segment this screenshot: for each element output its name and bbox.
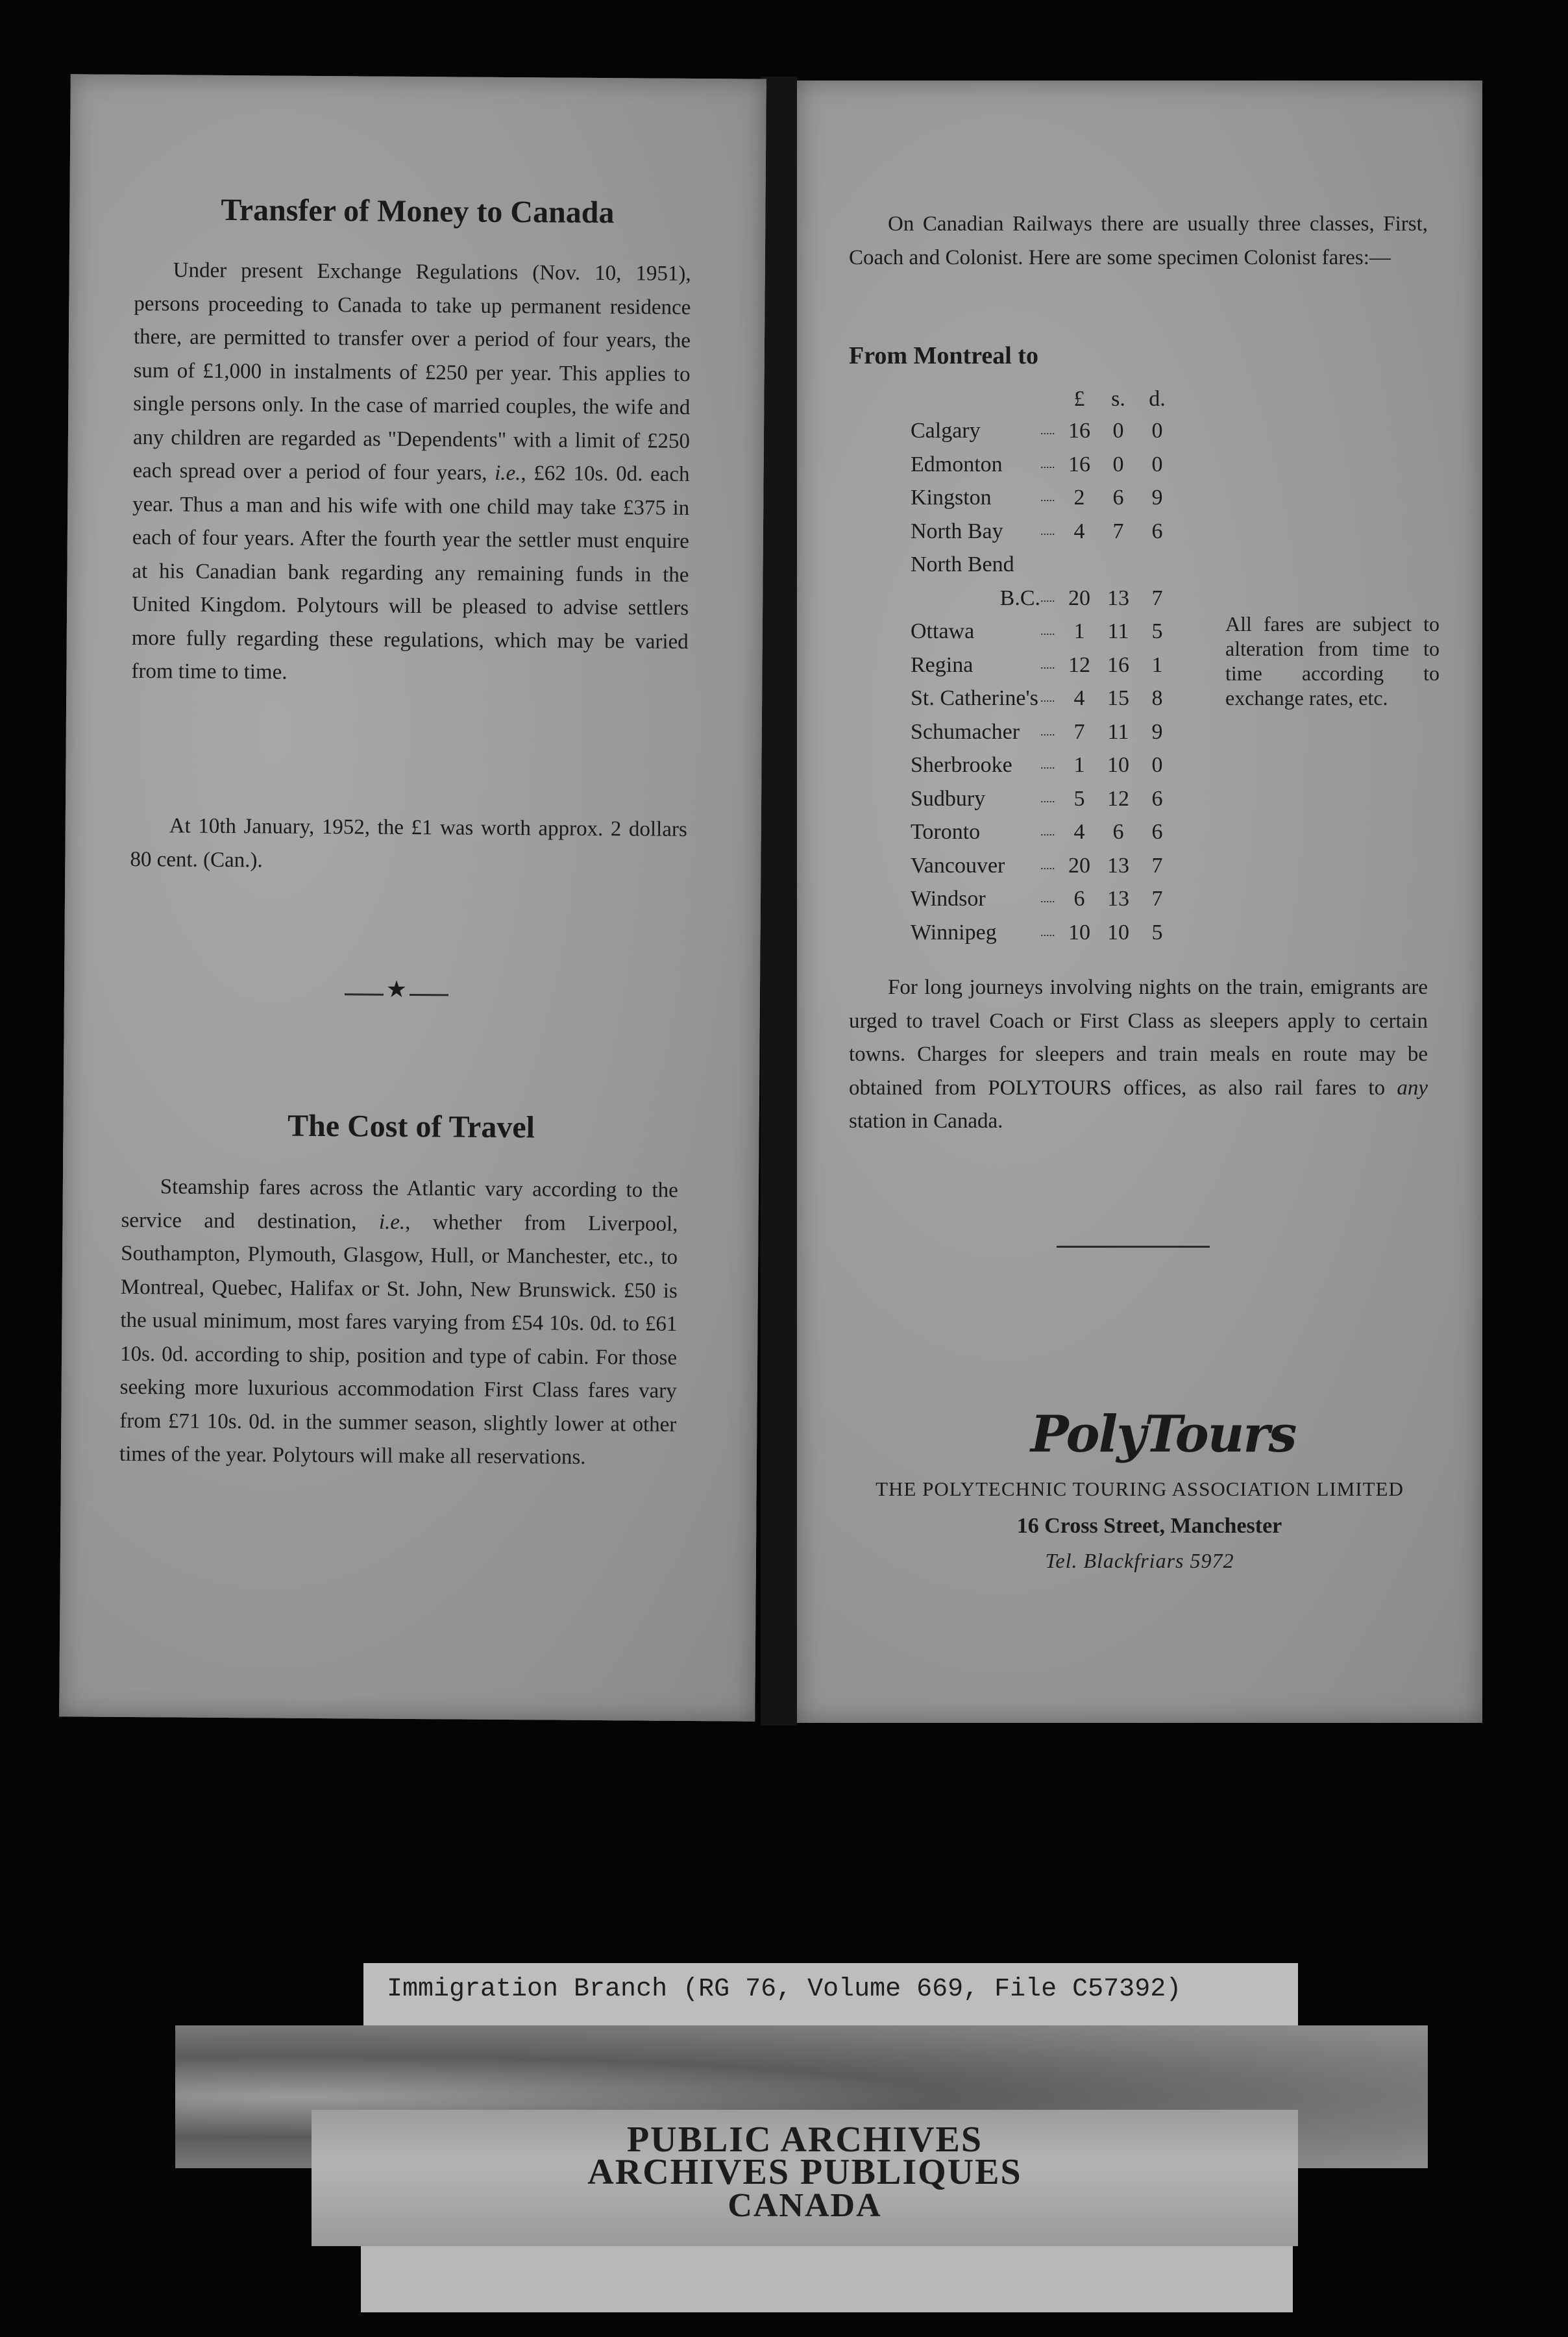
fare-pence: 0 (1151, 753, 1163, 777)
fare-pence: 7 (1151, 853, 1163, 878)
fare-row (911, 615, 1177, 649)
star-divider (345, 976, 448, 1008)
fare-pounds: 16 (1068, 419, 1090, 443)
fare-row (911, 849, 1177, 883)
fare-city: B.C. (999, 586, 1040, 610)
fare-city: St. Catherine's (911, 686, 1038, 710)
fare-city: Regina (911, 652, 974, 677)
transfer-paragraph: Under present Exchange Regulations (Nov. 10, 1951), persons proceeding to Canada to take up permanent residence there, are permitted to transfer over a period of four years, the sum of £1,000 in instalments of £250 per year. This applies to single persons only. In the case of married couples, the wife and any children are regarded as "Dependents" with a limit of £250 each spread over a period of four years, i.e., £62 10s. 0d. each year. Thus a man and his wife with one child may take £375 in each of four years. After the fourth year the settler must enquire at his Canadian bank regarding any remaining funds in the United Kingdom. Polytours will be pleased to advise settlers more fully regarding these regulations, which may be varied from time to time. (131, 258, 691, 684)
fare-dots: ..... (1040, 892, 1055, 905)
pence-column-header: d. (1149, 387, 1166, 411)
fare-pounds: 20 (1068, 853, 1090, 878)
office-address: 16 Cross Street, Manchester (1016, 1514, 1282, 1538)
fare-shillings: 10 (1107, 753, 1129, 777)
railway-intro: On Canadian Railways there are usually three classes, First, Coach and Colonist. Here are some specimen Colonist fares:— (849, 212, 1428, 269)
fare-city: Edmonton (911, 452, 1003, 476)
fare-pence: 8 (1151, 686, 1163, 710)
fare-dots: ..... (1040, 791, 1055, 805)
archive-reference: Immigration Branch (RG 76, Volume 669, File C57392) (387, 1975, 1182, 2004)
fare-row (911, 782, 1177, 816)
fare-shillings: 13 (1107, 853, 1129, 878)
fare-city: North Bend (911, 552, 1014, 576)
fare-pence: 6 (1151, 820, 1163, 844)
fare-shillings: 11 (1107, 719, 1129, 744)
fare-shillings (1099, 548, 1138, 582)
fare-dots: ..... (1040, 524, 1055, 538)
fare-shillings: 0 (1112, 452, 1124, 476)
fare-pence (1138, 548, 1177, 582)
fare-pounds (1060, 548, 1099, 582)
transfer-heading: Transfer of Money to Canada (221, 192, 615, 230)
star-icon: ★ (386, 976, 408, 1002)
fare-shillings: 0 (1112, 419, 1124, 443)
pounds-column-header: £ (1073, 387, 1085, 411)
left-page (59, 74, 766, 1721)
fare-pounds: 12 (1068, 652, 1090, 677)
travel-paragraph: Steamship fares across the Atlantic vary according to the service and destination, i.e., whether from Liverpool, Southampton, Plymouth, Glasgow, Hull, or Manchester, etc., to Montreal, Quebec, Halifax or St. John, New Brunswick. £50 is the usual minimum, most fares varying from £54 10s. 0d. to £61 10s. 0d. according to ship, position and type of cabin. For those seeking more luxurious accommodation First Class fares vary from £71 10s. 0d. in the summer season, slightly lower at other times of the year. Polytours will make all reservations. (119, 1175, 678, 1469)
fare-dots: ..... (1040, 424, 1055, 437)
fare-pounds: 1 (1073, 619, 1085, 643)
travel-heading: The Cost of Travel (287, 1108, 535, 1145)
fare-pounds: 10 (1068, 920, 1090, 945)
fare-shillings: 6 (1112, 820, 1124, 844)
fare-city: Windsor (911, 887, 986, 911)
fare-pence: 1 (1151, 652, 1163, 677)
fare-row (911, 414, 1177, 448)
journey-paragraph: For long journeys involving nights on the train, emigrants are urged to travel Coach or First Class as sleepers apply to certain towns. Charges for sleepers and train meals en route may be obtained from POLYTOURS offices, as also rail fares to any station in Canada. (849, 976, 1428, 1133)
fare-dots: ..... (1040, 825, 1055, 838)
fare-pence: 7 (1151, 887, 1163, 911)
fares-side-note: All fares are subject to alteration from time to time according to exchange rates, etc. (1225, 612, 1439, 710)
shillings-column-header: s. (1111, 387, 1125, 411)
fare-city: Toronto (911, 820, 981, 844)
fare-row (911, 916, 1177, 950)
fare-dots: ..... (1040, 858, 1055, 872)
fare-dots: ..... (1040, 925, 1055, 939)
fare-pence: 5 (1151, 920, 1163, 945)
fare-pounds: 16 (1068, 452, 1090, 476)
fare-row (911, 548, 1177, 582)
fare-pence: 6 (1151, 519, 1163, 543)
archive-stamp (312, 2110, 1298, 2246)
fare-pence: 0 (1151, 419, 1163, 443)
exchange-paragraph: At 10th January, 1952, the £1 was worth approx. 2 dollars 80 cent. (Can.). (130, 814, 687, 872)
fare-pounds: 4 (1073, 519, 1085, 543)
fare-shillings: 13 (1107, 586, 1129, 610)
fare-row (911, 649, 1177, 682)
fare-dots: ..... (1040, 624, 1055, 637)
fare-dots: ..... (1040, 724, 1055, 738)
fare-shillings: 13 (1107, 887, 1129, 911)
fare-dots (1040, 548, 1060, 582)
fare-pence: 7 (1151, 586, 1163, 610)
fare-city: Sherbrooke (911, 753, 1012, 777)
fare-pounds: 7 (1073, 719, 1085, 744)
fare-pounds: 4 (1073, 686, 1085, 710)
fare-shillings: 10 (1107, 920, 1129, 945)
from-montreal-heading: From Montreal to (849, 342, 1038, 369)
fare-city: Calgary (911, 419, 981, 443)
fare-dots: ..... (1040, 758, 1055, 771)
association-name: THE POLYTECHNIC TOURING ASSOCIATION LIMITED (876, 1478, 1404, 1500)
fare-row (911, 715, 1177, 749)
fare-pence: 5 (1151, 619, 1163, 643)
fare-row (911, 882, 1177, 916)
fare-dots: ..... (1040, 658, 1055, 671)
fare-pounds: 20 (1068, 586, 1090, 610)
page-gutter (761, 77, 797, 1725)
divider-line-left (345, 993, 384, 995)
fare-pounds: 6 (1073, 887, 1085, 911)
fare-dots: ..... (1040, 691, 1055, 704)
fare-pounds: 5 (1073, 786, 1085, 811)
fare-pence: 6 (1151, 786, 1163, 811)
fare-row (911, 515, 1177, 549)
fare-dots: ..... (1040, 457, 1055, 471)
fare-pence: 0 (1151, 452, 1163, 476)
office-phone: Tel. Blackfriars 5972 (1045, 1549, 1234, 1572)
fare-row (911, 682, 1177, 715)
fare-shillings: 11 (1107, 619, 1129, 643)
right-page (797, 80, 1482, 1723)
fare-pence: 9 (1151, 719, 1163, 744)
archive-bottom-card (361, 2246, 1293, 2312)
fare-pounds: 4 (1073, 820, 1085, 844)
fare-table (911, 384, 1177, 949)
fare-row (911, 481, 1177, 515)
stamp-line-country: CANADA (728, 2187, 882, 2224)
fare-row (911, 582, 1177, 615)
fare-row (911, 815, 1177, 849)
fare-shillings: 6 (1112, 486, 1124, 510)
divider-line-right (410, 994, 448, 996)
stamp-line-french: ARCHIVES PUBLIQUES (587, 2152, 1022, 2192)
fare-pence: 9 (1151, 486, 1163, 510)
fare-city: Schumacher (911, 719, 1020, 744)
section-rule (1057, 1246, 1210, 1248)
fare-dots: ..... (1040, 591, 1055, 604)
fare-city: Kingston (911, 486, 992, 510)
fare-shillings: 12 (1107, 786, 1129, 811)
fare-table-header (911, 384, 1177, 414)
fare-shillings: 15 (1107, 686, 1129, 710)
fare-row (911, 748, 1177, 782)
fare-city: North Bay (911, 519, 1003, 543)
fare-shillings: 7 (1112, 519, 1124, 543)
polytours-logo: PolyTours (1031, 1405, 1296, 1464)
fare-dots: ..... (1040, 491, 1055, 504)
fare-row (911, 448, 1177, 482)
fare-pounds: 2 (1073, 486, 1085, 510)
fare-city: Vancouver (911, 853, 1005, 878)
fare-city: Winnipeg (911, 920, 997, 945)
fare-city: Ottawa (911, 619, 975, 643)
fare-city: Sudbury (911, 786, 986, 811)
fare-pounds: 1 (1073, 753, 1085, 777)
fare-shillings: 16 (1107, 652, 1129, 677)
stamp-line-english: PUBLIC ARCHIVES (626, 2120, 983, 2160)
